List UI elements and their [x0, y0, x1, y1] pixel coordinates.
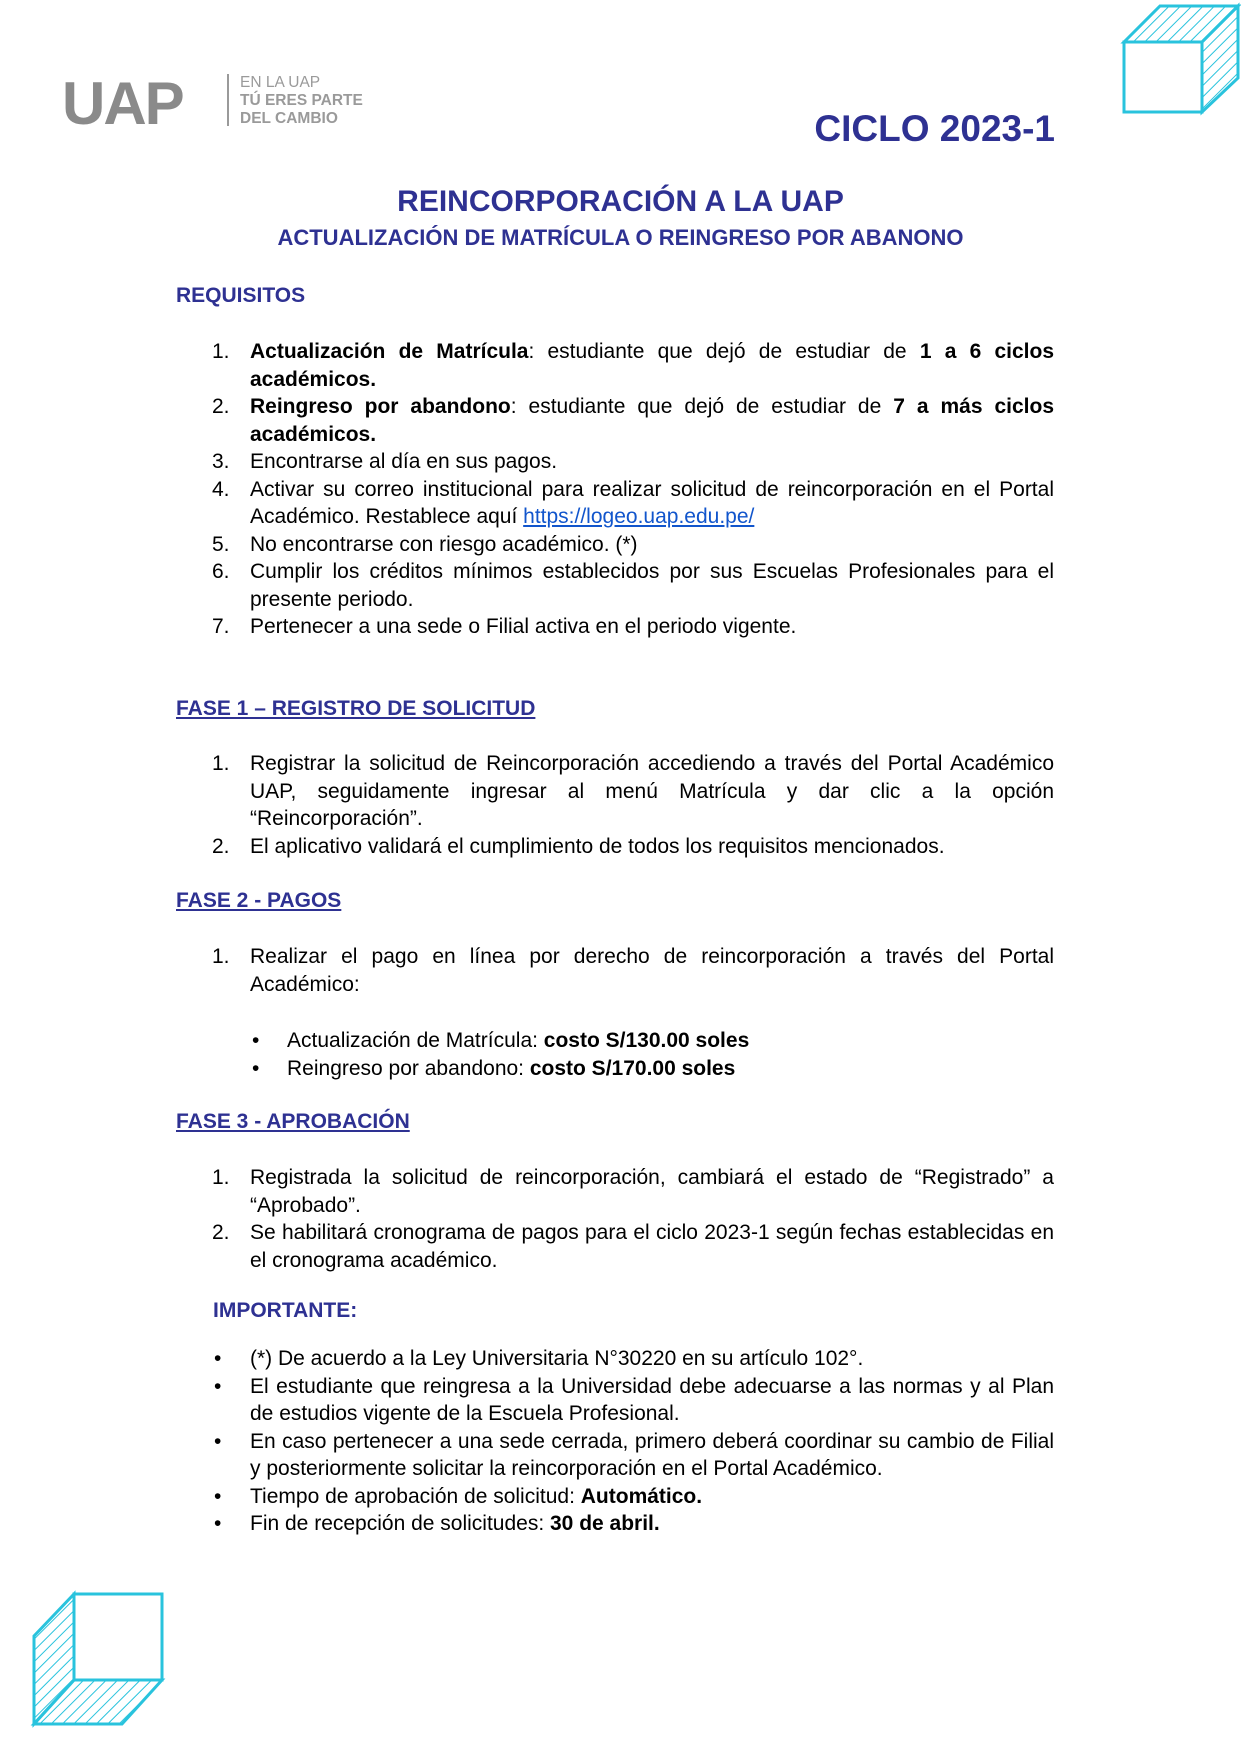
item-number: 7. — [212, 615, 230, 638]
importante-list — [176, 1345, 1054, 1538]
item-text: Encontrarse al día en sus pagos. — [250, 450, 558, 473]
item-bold: costo S/130.00 soles — [543, 1029, 750, 1052]
item-text: El estudiante que reingresa a la Universidad debe adecuarse a las normas y al Plan de estudios vigente de la Escuela Profesional. — [250, 1374, 1054, 1425]
logo-tagline-line: EN LA UAP — [240, 74, 321, 91]
requisitos-heading: REQUISITOS — [176, 284, 306, 307]
item-number: 4. — [212, 477, 230, 501]
item-bold: Actualización de Matrícula — [250, 340, 529, 363]
bullet: • — [214, 1484, 222, 1508]
fase1-list — [176, 750, 1054, 860]
item-text: Fin de recepción de solicitudes: — [250, 1512, 550, 1535]
item-text: : estudiante que dejó de estudiar de — [528, 340, 920, 363]
logeo-link[interactable]: https://logeo.uap.edu.pe/ — [523, 505, 755, 528]
item-number: 3. — [212, 450, 230, 473]
bullet: • — [214, 1429, 222, 1453]
bullet: • — [214, 1347, 222, 1370]
item-text: Tiempo de aprobación de solicitud: — [250, 1484, 581, 1508]
list-item — [176, 1483, 1054, 1511]
bullet: • — [214, 1512, 222, 1535]
bullet: • — [214, 1374, 222, 1398]
document-title: REINCORPORACIÓN A LA UAP — [397, 185, 844, 218]
item-text: Registrada la solicitud de reincorporación, cambiará el estado de “Registrado” a “Aprobado”. — [250, 1166, 1054, 1217]
list-item — [176, 1428, 1054, 1483]
cube-decoration-top-right — [1118, 0, 1241, 118]
bullet: • — [252, 1056, 260, 1080]
fase2-list — [176, 943, 1054, 998]
requisitos-list — [176, 338, 1054, 641]
item-bold: Automático. — [580, 1484, 703, 1508]
item-number: 1. — [212, 752, 230, 775]
list-item — [176, 1219, 1054, 1274]
list-item — [176, 393, 1054, 448]
item-bold: 7 a más ciclos académicos. — [250, 395, 1054, 446]
logo-mark: UAP — [62, 70, 183, 137]
cycle-label: CICLO 2023-1 — [814, 108, 1055, 149]
item-number: 1. — [212, 340, 230, 363]
logo-divider — [227, 74, 229, 126]
list-item — [176, 1027, 1054, 1055]
item-text: Activar su correo institucional para realizar solicitud de reincorporación en el Portal Académico. Restablece aquí — [250, 477, 1054, 528]
item-text: Se habilitará cronograma de pagos para el ciclo 2023-1 según fechas establecidas en el cronograma académico. — [250, 1221, 1054, 1272]
list-item — [176, 833, 1054, 861]
list-item — [176, 1055, 1054, 1083]
fase2-costs-list — [176, 1027, 1054, 1082]
item-bold: costo S/170.00 soles — [529, 1056, 736, 1080]
fase1-heading: FASE 1 – REGISTRO DE SOLICITUD — [176, 697, 536, 720]
uap-logo — [62, 68, 382, 137]
item-text: No encontrarse con riesgo académico. (*) — [250, 532, 638, 556]
list-item — [176, 1510, 1054, 1538]
list-item — [176, 750, 1054, 833]
item-text: Cumplir los créditos mínimos establecidos por sus Escuelas Profesionales para el presente periodo. — [250, 560, 1054, 611]
item-text: Registrar la solicitud de Reincorporación accediendo a través del Portal Académico UAP, seguidamente ingresar al menú Matrícula y dar clic a la opción “Reincorporación”. — [250, 752, 1054, 830]
list-item — [176, 448, 1054, 476]
item-text: Realizar el pago en línea por derecho de reincorporación a través del Portal Académico: — [250, 945, 1054, 996]
item-bold: 1 a 6 ciclos académicos. — [250, 340, 1054, 391]
item-number: 1. — [212, 1166, 230, 1189]
item-number: 2. — [212, 395, 230, 418]
list-item — [176, 613, 1054, 641]
fase3-list — [176, 1164, 1054, 1274]
logo-tagline — [240, 74, 363, 128]
item-text: : estudiante que dejó de estudiar de — [510, 395, 894, 418]
list-item — [176, 1345, 1054, 1373]
list-item — [176, 558, 1054, 613]
item-text: Pertenecer a una sede o Filial activa en el periodo vigente. — [250, 615, 797, 638]
list-item — [176, 943, 1054, 998]
fase2-heading: FASE 2 - PAGOS — [176, 889, 342, 912]
cube-decoration-bottom-left — [28, 1588, 168, 1730]
bullet: • — [252, 1029, 260, 1052]
importante-heading: IMPORTANTE: — [213, 1299, 358, 1322]
item-number: 1. — [212, 945, 230, 968]
item-text: En caso pertenecer a una sede cerrada, primero deberá coordinar su cambio de Filial y posteriormente solicitar la reincorporación en el Portal Académico. — [250, 1429, 1054, 1480]
item-number: 2. — [212, 1221, 230, 1244]
logo-tagline-line: TÚ ERES PARTE — [240, 92, 363, 109]
document-subtitle: ACTUALIZACIÓN DE MATRÍCULA O REINGRESO POR ABANONO — [277, 225, 964, 250]
list-item — [176, 531, 1054, 559]
list-item — [176, 338, 1054, 393]
item-number: 5. — [212, 532, 230, 556]
list-item — [176, 476, 1054, 531]
item-text: Actualización de Matrícula: — [287, 1029, 544, 1052]
item-text: (*) De acuerdo a la Ley Universitaria N°30220 en su artículo 102°. — [250, 1347, 864, 1370]
list-item — [176, 1164, 1054, 1219]
item-number: 2. — [212, 834, 230, 858]
fase3-heading: FASE 3 - APROBACIÓN — [176, 1110, 410, 1133]
item-bold: 30 de abril. — [550, 1512, 660, 1535]
logo-tagline-line: DEL CAMBIO — [240, 110, 338, 127]
item-text: El aplicativo validará el cumplimiento de todos los requisitos mencionados. — [250, 834, 945, 858]
list-item — [176, 1373, 1054, 1428]
item-number: 6. — [212, 560, 230, 583]
item-text: Reingreso por abandono: — [287, 1056, 530, 1080]
item-bold: Reingreso por abandono — [250, 395, 511, 418]
